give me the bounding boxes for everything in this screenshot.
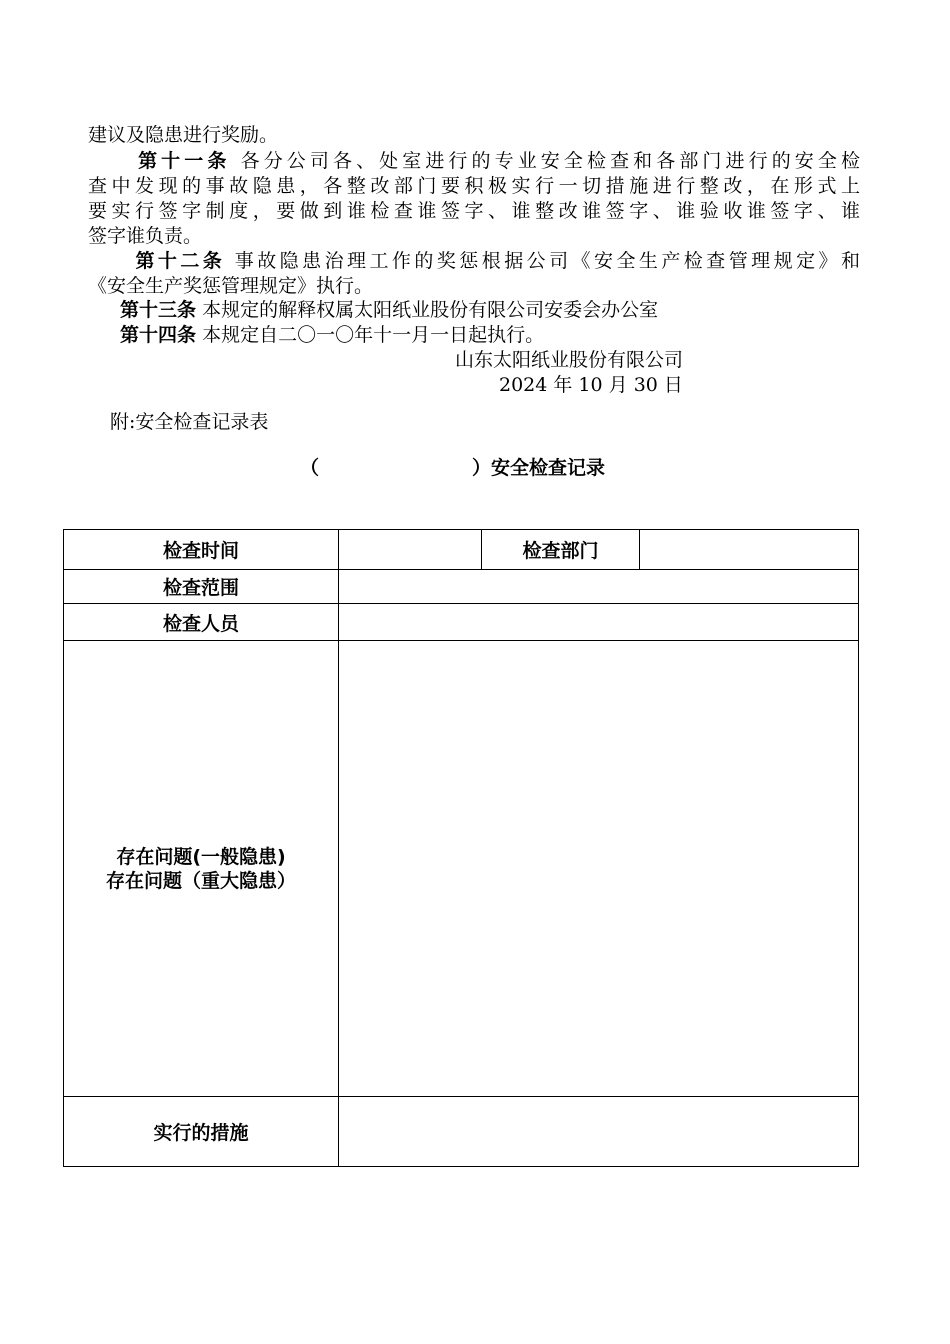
article-11-line-4: 签字谁负责。 bbox=[88, 225, 203, 247]
signature-company: 山东太阳纸业股份有限公司 bbox=[455, 349, 684, 371]
article-12-line-2: 《安全生产奖惩管理规定》执行。 bbox=[88, 275, 374, 297]
article-11-line-1: 第十一条 各分公司各、处室进行的专业安全检查和各部门进行的安全检 bbox=[134, 150, 860, 172]
field-inspection-time[interactable] bbox=[339, 530, 482, 570]
article-12-heading: 第十二条 bbox=[132, 250, 226, 272]
label-inspection-dept: 检查部门 bbox=[482, 530, 640, 570]
table-row bbox=[64, 641, 859, 1097]
form-title-close: ）安全检查记录 bbox=[472, 457, 606, 479]
article-14-heading: 第十四条 bbox=[120, 324, 197, 346]
field-inspection-staff[interactable] bbox=[339, 604, 859, 641]
signature-date: 2024 年 10 月 30 日 bbox=[499, 374, 683, 396]
table-row bbox=[64, 570, 859, 604]
form-title-open: （ bbox=[300, 457, 320, 479]
label-issues-major: 存在问题（重大隐患） bbox=[105, 869, 296, 892]
article-13-heading: 第十三条 bbox=[120, 299, 197, 321]
label-issues bbox=[64, 641, 339, 1097]
article-12-line-1: 第十二条 事故隐患治理工作的奖惩根据公司《安全生产检查管理规定》和 bbox=[132, 250, 860, 272]
article-14: 第十四条 本规定自二〇一〇年十一月一日起执行。 bbox=[120, 324, 545, 346]
inspection-record-table bbox=[63, 529, 859, 1167]
field-inspection-dept[interactable] bbox=[640, 530, 859, 570]
article-11-line-2: 查中发现的事故隐患，各整改部门要积极实行一切措施进行整改，在形式上 bbox=[88, 175, 860, 197]
article-11-line-3: 要实行签字制度，要做到谁检查谁签字、谁整改谁签字、谁验收谁签字、谁 bbox=[88, 200, 860, 222]
table-row bbox=[64, 604, 859, 641]
label-inspection-time: 检查时间 bbox=[64, 530, 339, 570]
article-11-heading: 第十一条 bbox=[134, 150, 231, 172]
label-inspection-staff: 检查人员 bbox=[64, 604, 339, 641]
table-row bbox=[64, 1097, 859, 1167]
field-measures[interactable] bbox=[339, 1097, 859, 1167]
label-measures: 实行的措施 bbox=[64, 1097, 339, 1167]
field-inspection-scope[interactable] bbox=[339, 570, 859, 604]
article-13: 第十三条 本规定的解释权属太阳纸业股份有限公司安委会办公室 bbox=[120, 299, 659, 321]
label-issues-general: 存在问题(一般隐患) bbox=[116, 845, 286, 868]
paragraph-continuation: 建议及隐患进行奖励。 bbox=[88, 124, 279, 146]
label-inspection-scope: 检查范围 bbox=[64, 570, 339, 604]
attachment-note: 附:安全检查记录表 bbox=[110, 411, 269, 433]
field-issues[interactable] bbox=[339, 641, 859, 1097]
table-row bbox=[64, 530, 859, 570]
